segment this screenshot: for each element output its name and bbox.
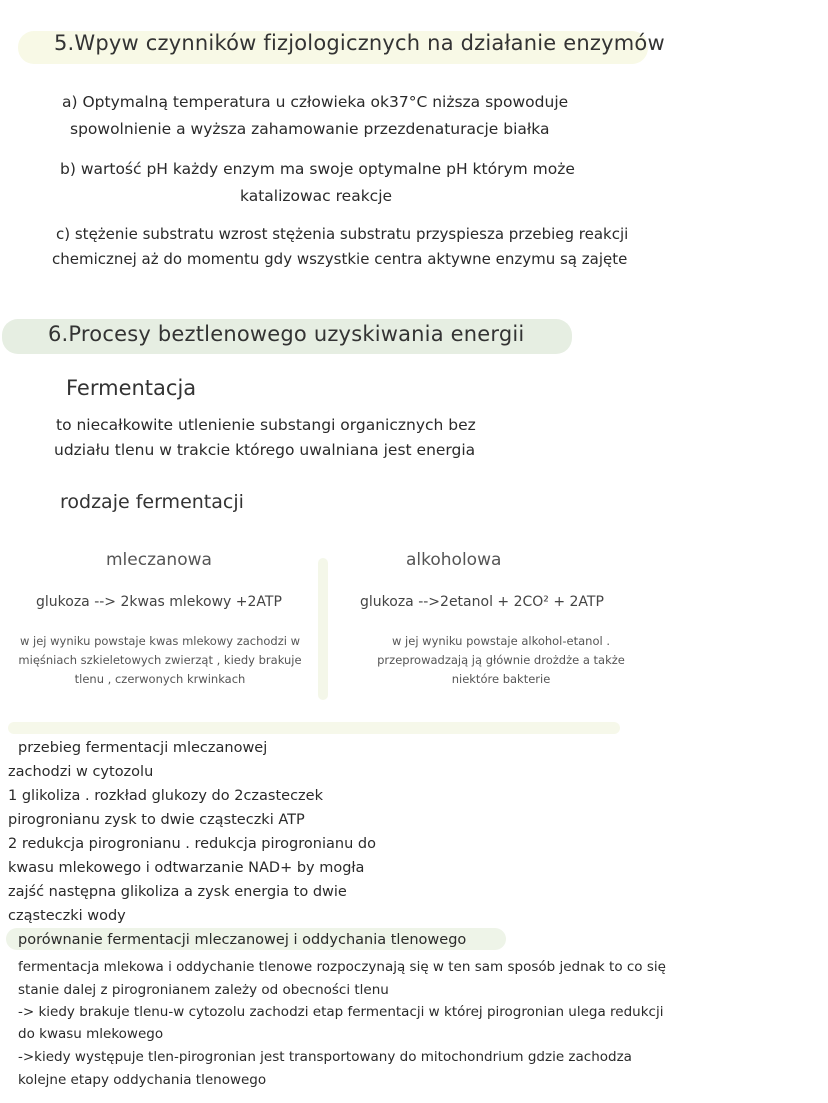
- przebieg-line: zajść następna glikoliza a zysk energia to dwie: [8, 884, 347, 900]
- section5-a-line2: spowolnienie a wyższa zahamowanie przezdenaturacje białka: [70, 120, 550, 138]
- section5-c-line2: chemicznej aż do momentu gdy wszystkie centra aktywne enzymu są zajęte: [52, 250, 628, 268]
- przebieg-line: zachodzi w cytozolu: [8, 764, 154, 780]
- alkoholowa-note: w jej wyniku powstaje alkohol-etanol . przeprowadzają ją głównie drożdże a także niektóre bakterie: [377, 634, 625, 686]
- przebieg-line: kwasu mlekowego i odtwarzanie NAD+ by mogła: [8, 860, 365, 876]
- section5-a-line1: a) Optymalną temperatura u człowieka ok37°C niższa spowoduje: [62, 93, 569, 111]
- section6-title: 6.Procesy beztlenowego uzyskiwania energii: [48, 322, 525, 346]
- porownanie-line: fermentacja mlekowa i oddychanie tlenowe rozpoczynają się w ten sam sposób jednak to co się: [18, 959, 666, 975]
- section5-b-line1: b) wartość pH każdy enzym ma swoje optymalne pH którym może: [60, 160, 575, 178]
- porownanie-heading: porównanie fermentacji mleczanowej i oddychania tlenowego: [18, 932, 467, 948]
- section5-title: 5.Wpyw czynników fizjologicznych na działanie enzymów: [54, 31, 665, 55]
- porownanie-line: stanie dalej z pirogronianem zależy od obecności tlenu: [18, 982, 389, 998]
- porownanie-line: ->kiedy występuje tlen-pirogronian jest transportowany do mitochondrium gdzie zachodza: [18, 1049, 632, 1065]
- fermentacja-def-line1: to niecałkowite utlenienie substangi organicznych bez: [56, 416, 476, 434]
- rodzaje-heading: rodzaje fermentacji: [60, 491, 244, 513]
- przebieg-line: pirogronianu zysk to dwie cząsteczki ATP: [8, 812, 305, 828]
- mleczanowa-note: w jej wyniku powstaje kwas mlekowy zachodzi w mięśniach szkieletowych zwierząt , kiedy brakuje tlenu , czerwonych krwinkach: [18, 634, 302, 686]
- porownanie-line: -> kiedy brakuje tlenu-w cytozolu zachodzi etap fermentacji w której pirogronian ulega redukcji: [18, 1004, 664, 1020]
- column-divider: [318, 558, 328, 700]
- section5-b-line2: katalizowac reakcje: [240, 187, 393, 205]
- alkoholowa-heading: alkoholowa: [406, 550, 502, 570]
- przebieg-line: 2 redukcja pirogronianu . redukcja pirogronianu do: [8, 836, 376, 852]
- alkoholowa-formula: glukoza -->2etanol + 2CO² + 2ATP: [360, 594, 604, 610]
- mleczanowa-heading: mleczanowa: [106, 550, 212, 570]
- fermentacja-def-line2: udziału tlenu w trakcie którego uwalniana jest energia: [54, 441, 476, 459]
- przebieg-line: 1 glikoliza . rozkład glukozy do 2czasteczek: [8, 788, 323, 804]
- fermentacja-heading: Fermentacja: [66, 376, 197, 400]
- przebieg-line: cząsteczki wody: [8, 908, 126, 924]
- section5-c-line1: c) stężenie substratu wzrost stężenia substratu przyspiesza przebieg reakcji: [56, 225, 629, 243]
- porownanie-line: do kwasu mlekowego: [18, 1026, 164, 1042]
- porownanie-line: kolejne etapy oddychania tlenowego: [18, 1072, 267, 1088]
- mleczanowa-formula: glukoza --> 2kwas mlekowy +2ATP: [36, 594, 282, 610]
- separator-bar: [8, 722, 620, 734]
- przebieg-heading: przebieg fermentacji mleczanowej: [18, 740, 268, 756]
